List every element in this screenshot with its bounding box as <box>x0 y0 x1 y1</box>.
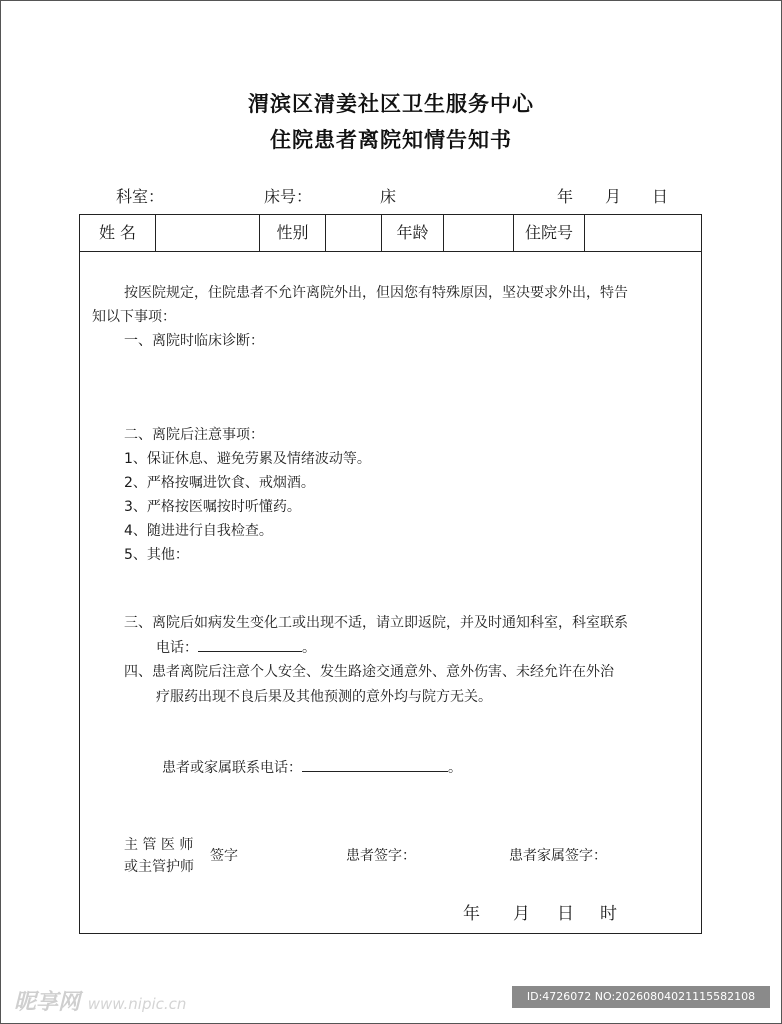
bed-label: 床号： <box>264 187 313 206</box>
doctor-title-line-1: 主 管 医 师 <box>124 837 194 853</box>
date-month: 月 <box>605 187 622 206</box>
doctor-title-line-2: 或主管护师 <box>124 859 194 875</box>
document-subtitle: 住院患者离院知情告知书 <box>270 128 512 152</box>
family-signature-label: 患者家属签字： <box>509 848 607 864</box>
gender-label: 性别 <box>260 215 326 251</box>
age-label: 年龄 <box>382 215 444 251</box>
section-4-line-1: 四、患者离院后注意个人安全、发生路途交通意外、意外伤害、未经允许在外治 <box>124 664 614 680</box>
age-field[interactable] <box>444 215 514 251</box>
section-3-line-2 <box>156 637 316 657</box>
note-item-3: 3、严格按医嘱按时听懂药。 <box>124 499 301 515</box>
intro-line-1: 按医院规定，住院患者不允许离院外出，但因您有特殊原因，坚决要求外出，特告 <box>124 285 628 301</box>
section-3-period: 。 <box>302 640 316 656</box>
footer-month: 月 <box>513 904 530 924</box>
note-item-2: 2、严格按嘱进饮食、戒烟酒。 <box>124 475 315 491</box>
site-watermark <box>14 985 186 1016</box>
note-item-4: 4、随进进行自我检查。 <box>124 523 273 539</box>
department-label: 科室： <box>116 187 165 206</box>
inpatient-no-field[interactable] <box>585 215 703 251</box>
contact-phone-field[interactable] <box>302 757 448 772</box>
footer-hour: 时 <box>600 904 617 924</box>
patient-header-row <box>80 215 701 252</box>
contact-phone-row <box>162 757 462 777</box>
doctor-signature-label: 签字 <box>210 848 238 864</box>
contact-period: 。 <box>448 760 462 776</box>
department-phone-field[interactable] <box>198 637 302 652</box>
date-day: 日 <box>652 187 669 206</box>
section-1-diagnosis: 一、离院时临床诊断： <box>124 333 264 349</box>
contact-phone-label: 患者或家属联系电话： <box>162 760 302 776</box>
footer-day: 日 <box>557 904 574 924</box>
footer-year: 年 <box>463 904 480 924</box>
site-url: www.nipic.cn <box>87 995 187 1013</box>
name-field[interactable] <box>156 215 260 251</box>
site-logo: 昵享网 <box>14 990 81 1015</box>
bed-unit: 床 <box>380 187 397 206</box>
gender-field[interactable] <box>326 215 382 251</box>
section-4-line-2: 疗服药出现不良后果及其他预测的意外均与院方无关。 <box>156 689 492 705</box>
patient-signature-label: 患者签字： <box>346 848 416 864</box>
intro-line-2: 知以下事项： <box>92 309 176 325</box>
note-item-1: 1、保证休息、避免劳累及情绪波动等。 <box>124 451 371 467</box>
department-phone-label: 电话： <box>156 640 198 656</box>
name-label: 姓 名 <box>80 215 156 251</box>
section-2-heading: 二、离院后注意事项： <box>124 427 264 443</box>
date-year: 年 <box>557 187 574 206</box>
image-id-badge: ID:4726072 NO:20260804021115582108 <box>512 986 770 1008</box>
note-item-5: 5、其他： <box>124 547 189 563</box>
document-title: 渭滨区清姜社区卫生服务中心 <box>248 92 534 116</box>
inpatient-no-label: 住院号 <box>514 215 585 251</box>
section-3-line-1: 三、离院后如病发生变化工或出现不适，请立即返院，并及时通知科室，科室联系 <box>124 615 628 631</box>
